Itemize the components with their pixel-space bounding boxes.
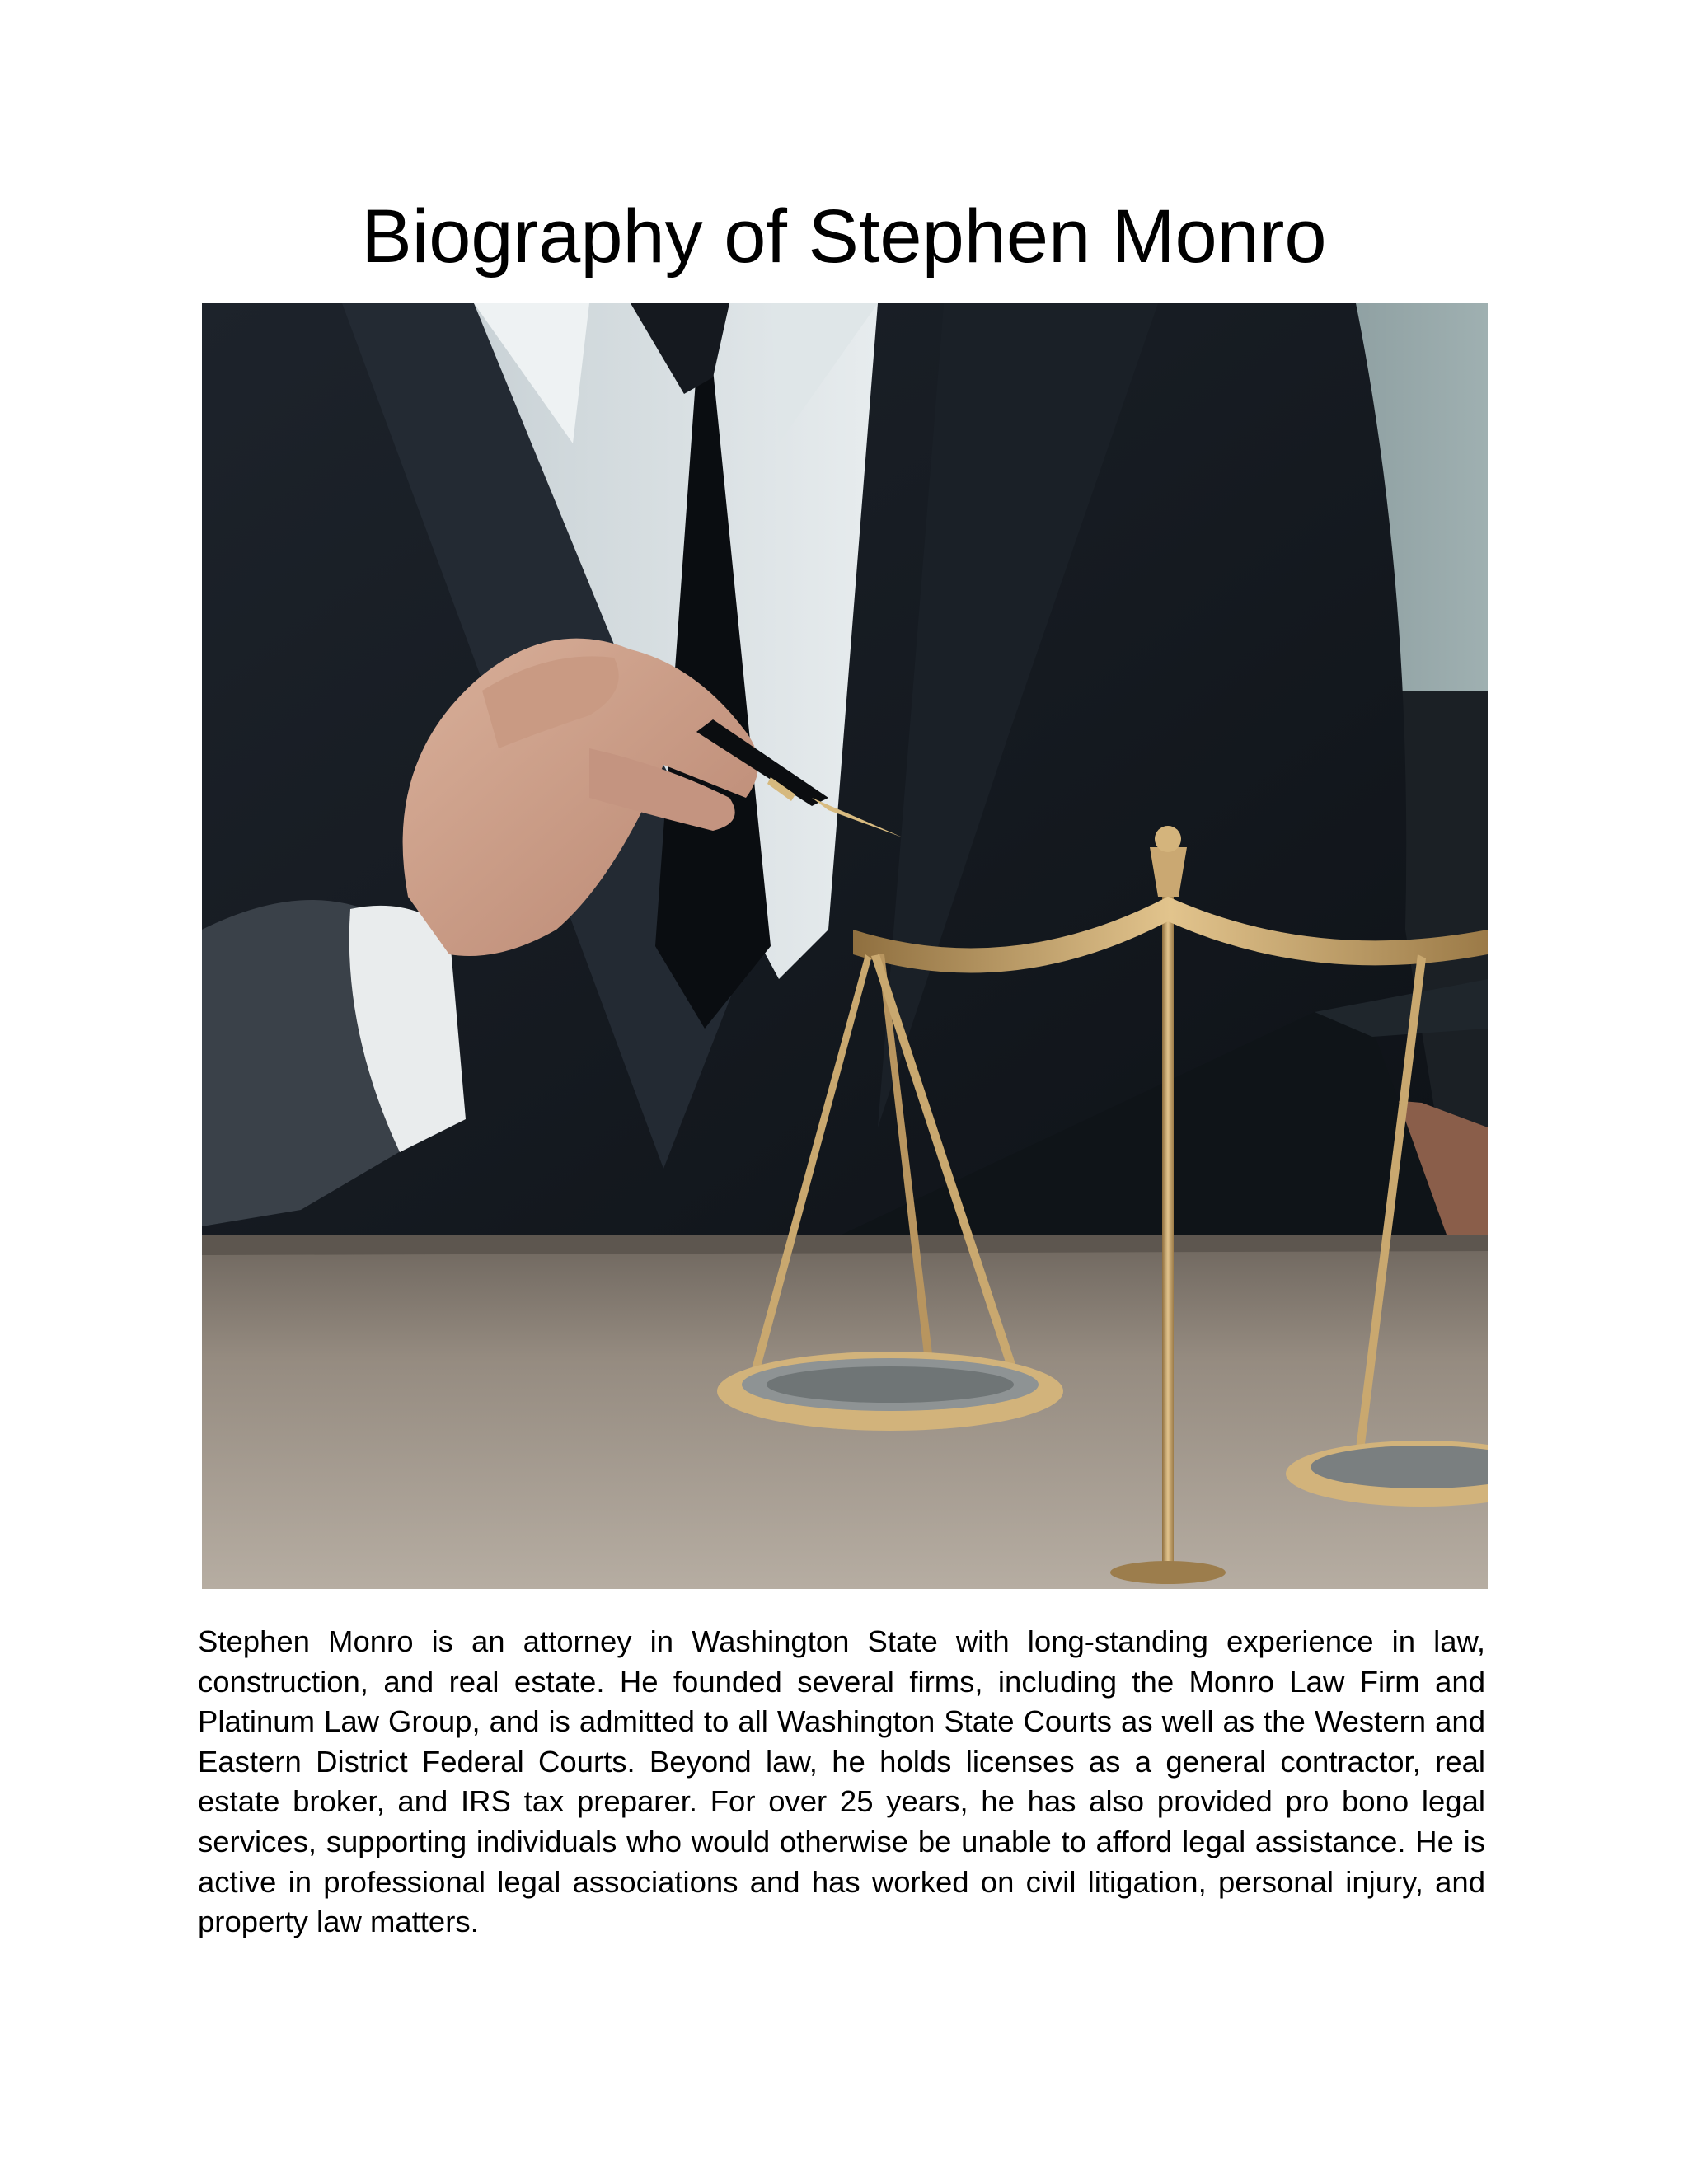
page-title: Biography of Stephen Monro (361, 194, 1327, 279)
lawyer-photo (202, 303, 1488, 1589)
biography-paragraph: Stephen Monro is an attorney in Washington State with long-standing experience in law, construction, and real estate. He founded several firms, including the Monro Law Firm and Platinum Law Group, and is admitted to all Washington State Courts as well as the Western and Eastern District Federal Courts. Beyond law, he holds licenses as a general contractor, real estate broker, and IRS tax preparer. For over 25 years, he has also provided pro bono legal services, supporting individuals who would otherwise be unable to afford legal assistance. He is active in professional legal associations and has worked on civil litigation, personal injury, and property law matters. (198, 1624, 1485, 1939)
photo-lawyer-scales-of-justice-icon (202, 303, 1488, 1589)
